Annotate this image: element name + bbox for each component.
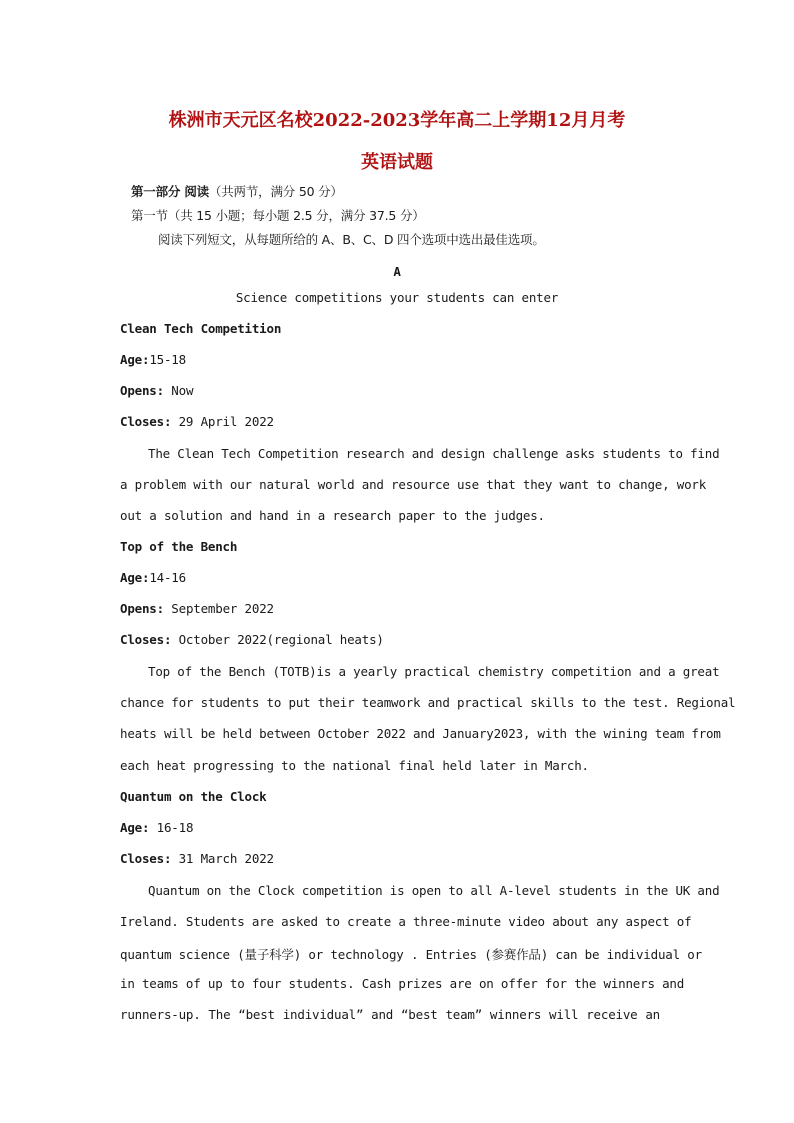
closes-value: 29 April 2022 (171, 414, 274, 429)
body-line: Quantum on the Clock competition is open to all A-level students in the UK and (148, 883, 720, 898)
competition-age (120, 570, 186, 585)
age-value: 14-16 (149, 570, 186, 585)
body-line: out a solution and hand in a research paper to the judges. (120, 508, 545, 523)
part-note: （共两节，满分 50 分） (208, 184, 343, 199)
opens-label: Opens: (120, 383, 164, 398)
competition-opens (120, 383, 193, 398)
body-line: Ireland. Students are asked to create a three-minute video about any aspect of (120, 914, 692, 929)
competition-age (120, 352, 186, 367)
opens-label: Opens: (120, 601, 164, 616)
body-line: chance for students to put their teamwork and practical skills to the test. Regional (120, 695, 736, 710)
opens-value: Now (163, 383, 194, 398)
competition-opens (120, 601, 274, 616)
closes-label: Closes: (120, 851, 172, 866)
body-line: Top of the Bench (TOTB)is a yearly practical chemistry competition and a great (148, 664, 720, 679)
part-label: 第一部分 阅读 (131, 184, 209, 199)
document-subtitle: 英语试题 (361, 152, 433, 173)
body-line: runners-up. The “best individual” and “best team” winners will receive an (120, 1007, 660, 1022)
competition-age (120, 820, 193, 835)
competition-closes (120, 851, 274, 866)
competition-name: Top of the Bench (120, 539, 238, 554)
body-line: a problem with our natural world and resource use that they want to change, work (120, 477, 707, 492)
age-value: 15-18 (149, 352, 186, 367)
passage-letter: A (393, 264, 401, 279)
closes-label: Closes: (120, 414, 172, 429)
body-line: quantum science (量子科学) or technology . Entries (参赛作品) can be individual or (120, 947, 702, 962)
competition-name: Quantum on the Clock (120, 789, 267, 804)
body-line: each heat progressing to the national final held later in March. (120, 758, 589, 773)
body-line: The Clean Tech Competition research and design challenge asks students to find (148, 446, 720, 461)
body-line: in teams of up to four students. Cash prizes are on offer for the winners and (120, 976, 685, 991)
age-label: Age: (120, 352, 150, 367)
closes-value: 31 March 2022 (171, 851, 274, 866)
opens-value: September 2022 (163, 601, 274, 616)
part-heading (131, 182, 343, 200)
age-label: Age: (120, 820, 150, 835)
closes-value: October 2022(regional heats) (171, 632, 384, 647)
age-value: 16-18 (149, 820, 194, 835)
passage-subtitle: Science competitions your students can enter (235, 290, 559, 305)
closes-label: Closes: (120, 632, 172, 647)
competition-closes (120, 414, 274, 429)
section-heading: 第一节（共 15 小题；每小题 2.5 分，满分 37.5 分） (131, 208, 425, 223)
instruction-text: 阅读下列短文，从每题所给的 A、B、C、D 四个选项中选出最佳选项。 (158, 232, 545, 247)
body-line: heats will be held between October 2022 and January2023, with the wining team from (120, 726, 721, 741)
document-title: 株洲市天元区名校2022-2023学年高二上学期12月月考 (168, 110, 626, 131)
competition-name: Clean Tech Competition (120, 321, 282, 336)
competition-closes (120, 632, 384, 647)
age-label: Age: (120, 570, 150, 585)
